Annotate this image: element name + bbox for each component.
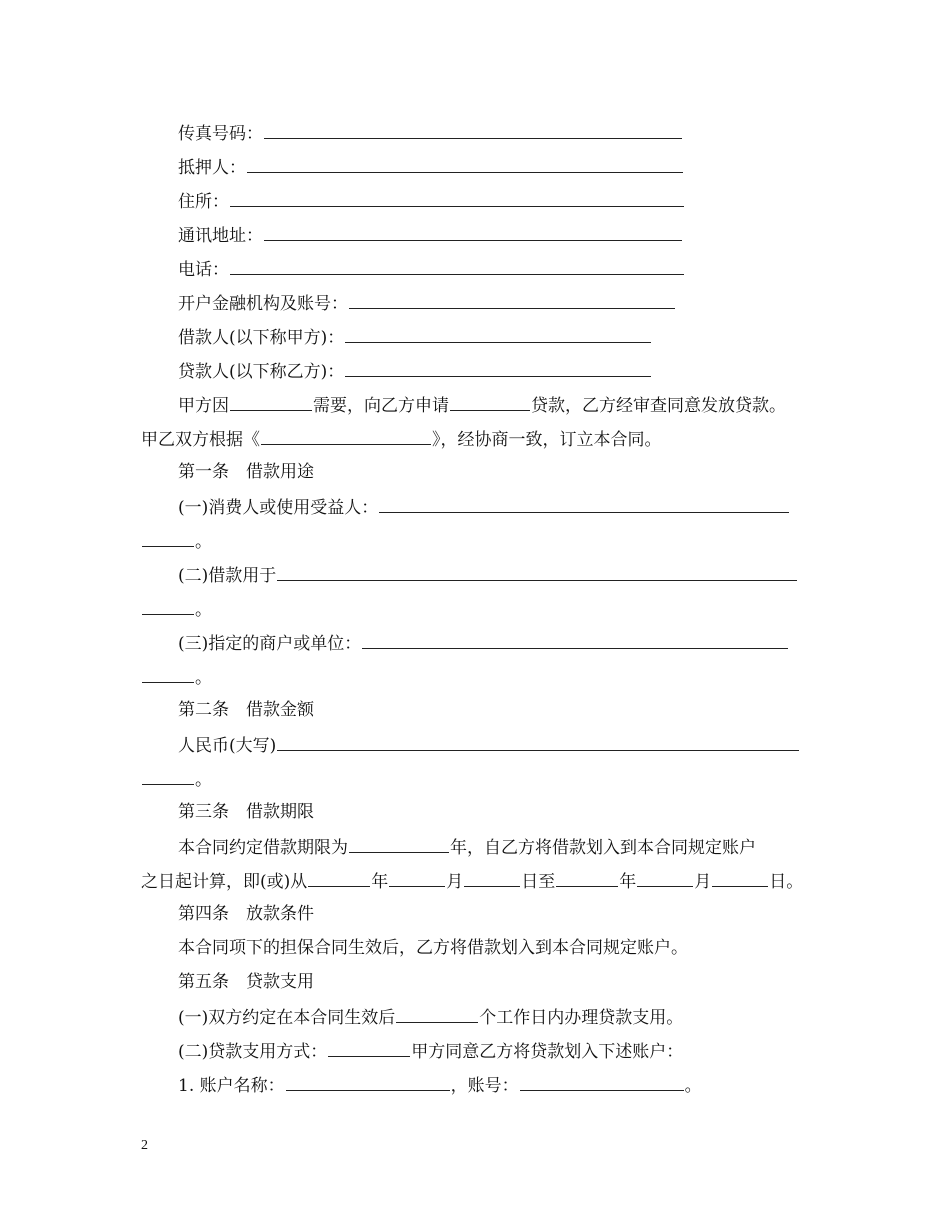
line-text: 通讯地址： <box>178 226 263 246</box>
fill-in-blank[interactable] <box>142 768 194 785</box>
contract-line <box>0 802 950 822</box>
contract-line <box>0 1006 950 1028</box>
line-text: 》，经协商一致，订立本合同。 <box>432 430 662 450</box>
line-text: 本合同约定借款期限为 <box>178 838 348 858</box>
fill-in-blank[interactable] <box>349 292 675 309</box>
line-text: 年 <box>619 872 637 892</box>
fill-in-blank[interactable] <box>712 870 768 887</box>
fill-in-blank[interactable] <box>345 360 651 377</box>
contract-line <box>0 530 950 552</box>
contract-line <box>0 122 950 144</box>
line-text: 1. 账户名称： <box>178 1076 285 1096</box>
fill-in-blank[interactable] <box>520 1074 684 1091</box>
line-text: 年 <box>371 872 389 892</box>
fill-in-blank[interactable] <box>349 836 449 853</box>
fill-in-blank[interactable] <box>230 258 684 275</box>
contract-line <box>0 1040 950 1062</box>
line-text: 月 <box>446 872 464 892</box>
line-text: 人民币(大写) <box>178 736 277 756</box>
contract-line <box>0 938 950 958</box>
fill-in-blank[interactable] <box>556 870 618 887</box>
line-text: 借款人(以下称甲方)： <box>178 328 345 348</box>
contract-line <box>0 870 950 892</box>
fill-in-blank[interactable] <box>261 428 431 445</box>
contract-line <box>0 224 950 246</box>
fill-in-blank[interactable] <box>362 632 788 649</box>
line-text: 。 <box>684 1076 702 1096</box>
contract-line <box>0 258 950 280</box>
line-text: 。 <box>195 668 212 688</box>
fill-in-blank[interactable] <box>230 190 684 207</box>
page-number: 2 <box>141 1138 148 1153</box>
fill-in-blank[interactable] <box>264 122 682 139</box>
fill-in-blank[interactable] <box>379 496 789 513</box>
contract-line <box>0 462 950 482</box>
line-text: 抵押人： <box>178 158 246 178</box>
line-text: (一)消费人或使用受益人： <box>178 498 379 518</box>
line-text: ，账号： <box>450 1076 519 1096</box>
fill-in-blank[interactable] <box>277 734 799 751</box>
fill-in-blank[interactable] <box>450 394 530 411</box>
fill-in-blank[interactable] <box>308 870 370 887</box>
line-text: 贷款人(以下称乙方)： <box>178 362 345 382</box>
line-text: 第五条 贷款支用 <box>178 972 314 992</box>
line-text: 。 <box>195 532 212 552</box>
line-text: 月 <box>694 872 712 892</box>
line-text: 第一条 借款用途 <box>178 462 314 482</box>
contract-line <box>0 156 950 178</box>
line-text: 年，自乙方将借款划入到本合同规定账户 <box>450 838 756 858</box>
fill-in-blank[interactable] <box>345 326 651 343</box>
contract-line <box>0 700 950 720</box>
contract-line <box>0 190 950 212</box>
contract-line <box>0 836 950 858</box>
fill-in-blank[interactable] <box>264 224 682 241</box>
fill-in-blank[interactable] <box>142 530 194 547</box>
contract-line <box>0 496 950 518</box>
line-text: 贷款，乙方经审查同意发放贷款。 <box>531 396 786 416</box>
fill-in-blank[interactable] <box>328 1040 410 1057</box>
line-text: 传真号码： <box>178 124 263 144</box>
contract-line <box>0 734 950 756</box>
line-text: (一)双方约定在本合同生效后 <box>178 1008 396 1028</box>
contract-line <box>0 564 950 586</box>
contract-line <box>0 394 950 416</box>
line-text: 住所： <box>178 192 229 212</box>
line-text: 开户金融机构及账号： <box>178 294 348 314</box>
contract-line <box>0 768 950 790</box>
contract-line <box>0 326 950 348</box>
fill-in-blank[interactable] <box>247 156 683 173</box>
fill-in-blank[interactable] <box>286 1074 450 1091</box>
line-text: 甲方因 <box>178 396 229 416</box>
fill-in-blank[interactable] <box>637 870 693 887</box>
line-text: 需要，向乙方申请 <box>313 396 449 416</box>
fill-in-blank[interactable] <box>230 394 312 411</box>
line-text: 之日起计算，即(或)从 <box>141 872 308 892</box>
line-text: 。 <box>195 770 212 790</box>
fill-in-blank[interactable] <box>142 666 194 683</box>
line-text: 甲方同意乙方将贷款划入下述账户： <box>411 1042 684 1062</box>
contract-line <box>0 666 950 688</box>
contract-line <box>0 598 950 620</box>
fill-in-blank[interactable] <box>396 1006 478 1023</box>
contract-line <box>0 904 950 924</box>
line-text: 第二条 借款金额 <box>178 700 314 720</box>
line-text: (三)指定的商户或单位： <box>178 634 362 654</box>
fill-in-blank[interactable] <box>389 870 445 887</box>
contract-line <box>0 428 950 450</box>
contract-line <box>0 360 950 382</box>
line-text: 日。 <box>769 872 804 892</box>
line-text: 。 <box>195 600 212 620</box>
line-text: 日至 <box>521 872 556 892</box>
fill-in-blank[interactable] <box>142 598 194 615</box>
contract-line <box>0 292 950 314</box>
fill-in-blank[interactable] <box>464 870 520 887</box>
line-text: 甲乙双方根据《 <box>141 430 260 450</box>
line-text: 个工作日内办理贷款支用。 <box>479 1008 684 1028</box>
line-text: 电话： <box>178 260 229 280</box>
line-text: 第三条 借款期限 <box>178 802 314 822</box>
line-text: (二)借款用于 <box>178 566 277 586</box>
line-text: (二)贷款支用方式： <box>178 1042 328 1062</box>
contract-line <box>0 972 950 992</box>
line-text: 第四条 放款条件 <box>178 904 314 924</box>
fill-in-blank[interactable] <box>277 564 797 581</box>
contract-line <box>0 1074 950 1096</box>
line-text: 本合同项下的担保合同生效后，乙方将借款划入到本合同规定账户。 <box>178 938 688 958</box>
contract-line <box>0 632 950 654</box>
